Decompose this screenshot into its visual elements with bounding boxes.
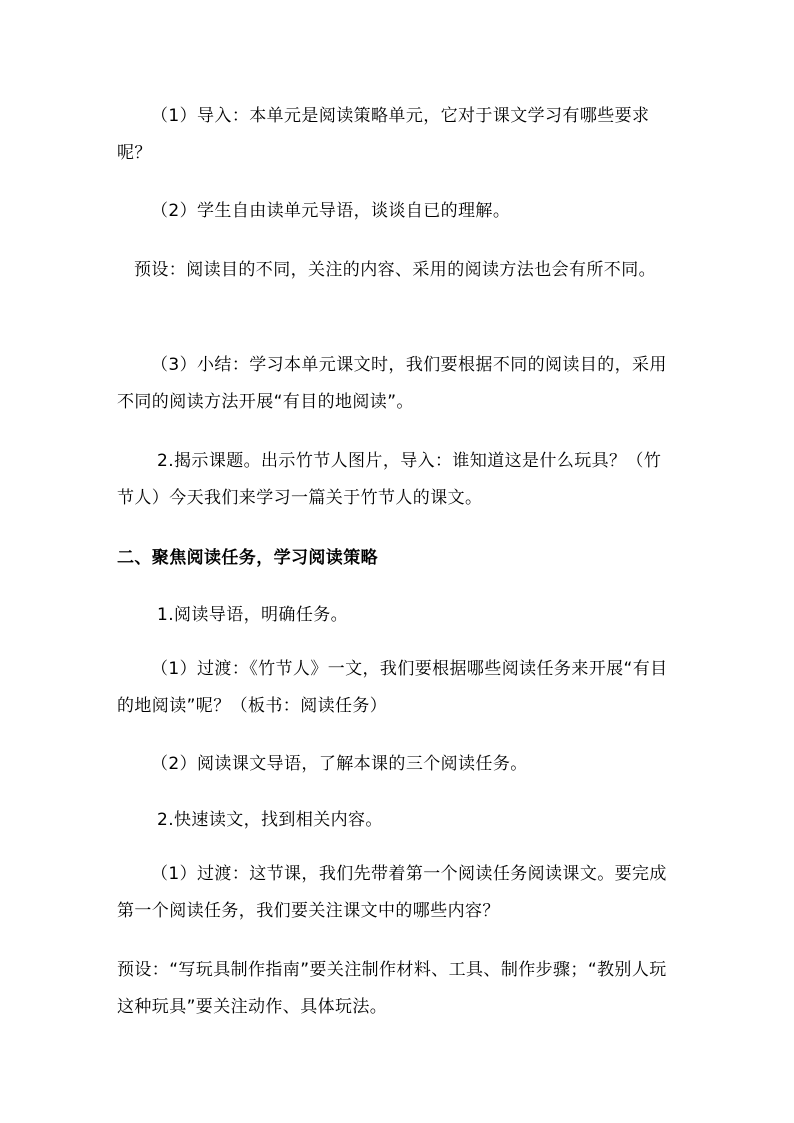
paragraph-quick-read: 2.快速读文，找到相关内容。: [157, 810, 383, 830]
paragraph-reveal-topic: 2.揭示课题。出示竹节人图片，导入：谁知道这是什么玩具？（竹节人）今天我们来学习一篇关于竹节人的课文。: [117, 451, 662, 508]
paragraph-transition-tasks: （1）过渡：《竹节人》一文，我们要根据哪些阅读任务来开展“有目的地阅读”呢？（板书：阅读任务）: [117, 659, 668, 716]
paragraph-intro-question: （1）导入：本单元是阅读策略单元，它对于课文学习有哪些要求呢？: [117, 106, 650, 163]
paragraph-read-intro: 1.阅读导语，明确任务。: [157, 605, 349, 625]
paragraph-first-task: （1）过渡：这节课，我们先带着第一个阅读任务阅读课文。要完成第一个阅读任务，我们要关注课文中的哪些内容？: [117, 864, 667, 921]
paragraph-preset-guide: 预设：“写玩具制作指南”要关注制作材料、工具、制作步骤；“教别人玩这种玩具”要关注动作、具体玩法。: [117, 960, 667, 1017]
paragraph-preset-answer: 预设：阅读目的不同，关注的内容、采用的阅读方法也会有所不同。: [134, 260, 656, 280]
paragraph-read-lesson-intro: （2）阅读课文导语，了解本课的三个阅读任务。: [151, 754, 528, 774]
section-heading: 二、聚焦阅读任务，学习阅读策略: [117, 548, 378, 568]
paragraph-student-reading: （2）学生自由读单元导语，谈谈自已的理解。: [151, 201, 511, 221]
paragraph-summary: （3）小结：学习本单元课文时，我们要根据不同的阅读目的，采用不同的阅读方法开展“有目的地阅读”。: [117, 355, 667, 412]
